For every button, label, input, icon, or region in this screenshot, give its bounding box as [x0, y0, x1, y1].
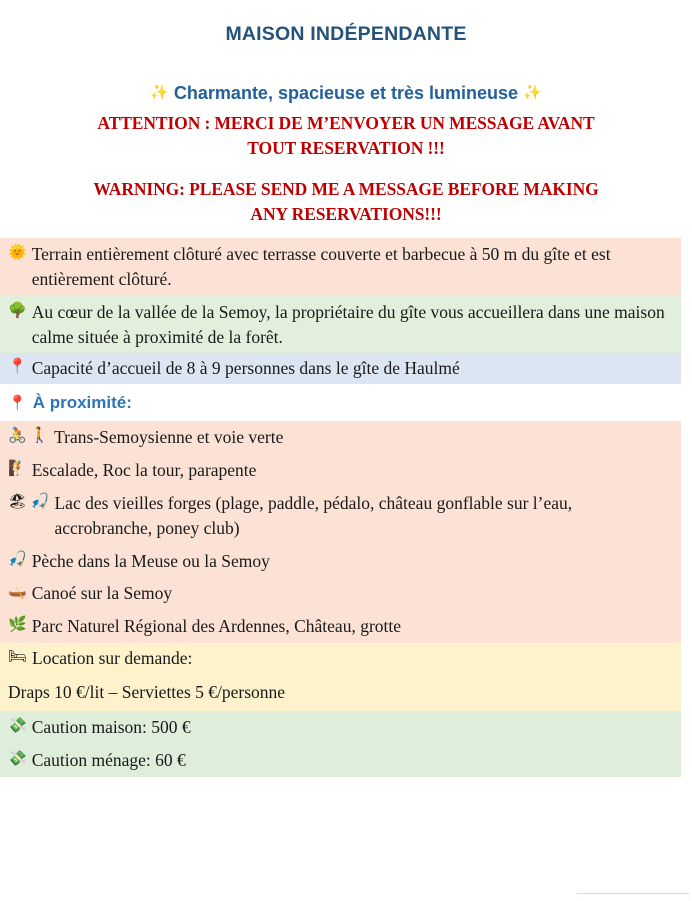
section-capacite [0, 353, 681, 384]
terrain-row [0, 238, 681, 296]
list-item [0, 610, 681, 643]
list-item-text: Escalade, Roc la tour, parapente [31, 460, 257, 481]
warning-english-line2: ANY RESERVATIONS!!! [250, 204, 442, 225]
money-with-wings-icon: 💸 [8, 717, 27, 734]
section-proximite-heading [0, 384, 681, 421]
subtitle-text: Charmante, spacieuse et très lumineuse [173, 83, 519, 104]
warning-french [46, 111, 646, 161]
location-pin-icon: 📍 [8, 359, 27, 376]
bed-icon: 🛏 [8, 649, 28, 666]
caution-text: Caution ménage: 60 € [31, 749, 186, 770]
cyclist-hiker-icon: 🚴 🚶 [8, 428, 50, 445]
beach-fishing-icon: 🏖 🎣 [8, 493, 50, 510]
terrain-text: Terrain entièrement clôturé avec terrasse couverte et barbecue à 50 m du gîte et est entièrement clôturé. [31, 244, 611, 289]
warning-french-line1: ATTENTION : MERCI DE M’ENVOYER UN MESSAGE AVANT [97, 112, 595, 133]
sparkles-icon-left: ✨ [150, 84, 169, 102]
caution-text: Caution maison: 500 € [31, 716, 191, 737]
capacite-text: Capacité d’accueil de 8 à 9 personnes dans le gîte de Haulmé [31, 358, 460, 379]
content-bands [0, 238, 681, 777]
climber-icon: 🧗 [8, 461, 27, 478]
tree-icon: 🌳 [8, 302, 27, 319]
list-item-text: Canoé sur la Semoy [31, 583, 173, 604]
section-terrain [0, 238, 681, 296]
warning-english-line1: WARNING: PLEASE SEND ME A MESSAGE BEFORE MAKING [93, 179, 599, 200]
caution-row [0, 744, 681, 777]
list-item-text: Lac des vieilles forges (plage, paddle, pédalo, château gonflable sur l’eau, accrobranche, poney club) [54, 492, 573, 538]
herb-leaf-icon: 🌿 [8, 617, 27, 634]
list-item-text: Pèche dans la Meuse ou la Semoy [31, 550, 270, 571]
section-cautions [0, 711, 681, 777]
warning-french-line2: TOUT RESERVATION !!! [247, 137, 445, 158]
list-item [0, 487, 681, 545]
warning-english [46, 177, 646, 227]
money-with-wings-icon: 💸 [8, 750, 27, 767]
list-item-text: Trans-Semoysienne et voie verte [54, 427, 284, 448]
list-item [0, 421, 681, 454]
section-proximite-list [0, 421, 681, 643]
proximite-heading-text: À proximité: [32, 393, 132, 413]
fishing-rod-icon: 🎣 [8, 551, 27, 568]
section-location [0, 643, 681, 711]
list-item [0, 454, 681, 487]
vallee-text: Au cœur de la vallée de la Semoy, la propriétaire du gîte vous accueillera dans une maison calme située à proximité de la forêt. [31, 301, 665, 347]
document-header [0, 0, 692, 227]
location-detail-text: Draps 10 €/lit – Serviettes 5 €/personne [8, 681, 286, 702]
vallee-row [0, 296, 681, 354]
sparkles-icon-right: ✨ [523, 84, 542, 102]
section-vallee [0, 296, 681, 354]
list-item [0, 545, 681, 578]
location-pin-icon: 📍 [8, 395, 27, 412]
proximite-heading-row [0, 384, 681, 421]
subtitle-line [0, 82, 692, 105]
location-text: Location sur demande: [32, 648, 193, 669]
list-item-text: Parc Naturel Régional des Ardennes, Château, grotte [31, 616, 402, 637]
canoe-icon: 🛶 [8, 584, 27, 601]
capacite-row [0, 353, 681, 384]
location-row [0, 643, 681, 674]
page-title: MAISON INDÉPENDANTE [225, 23, 467, 45]
list-item [0, 577, 681, 610]
caution-row [0, 711, 681, 744]
sun-icon: 🌞 [8, 245, 27, 261]
